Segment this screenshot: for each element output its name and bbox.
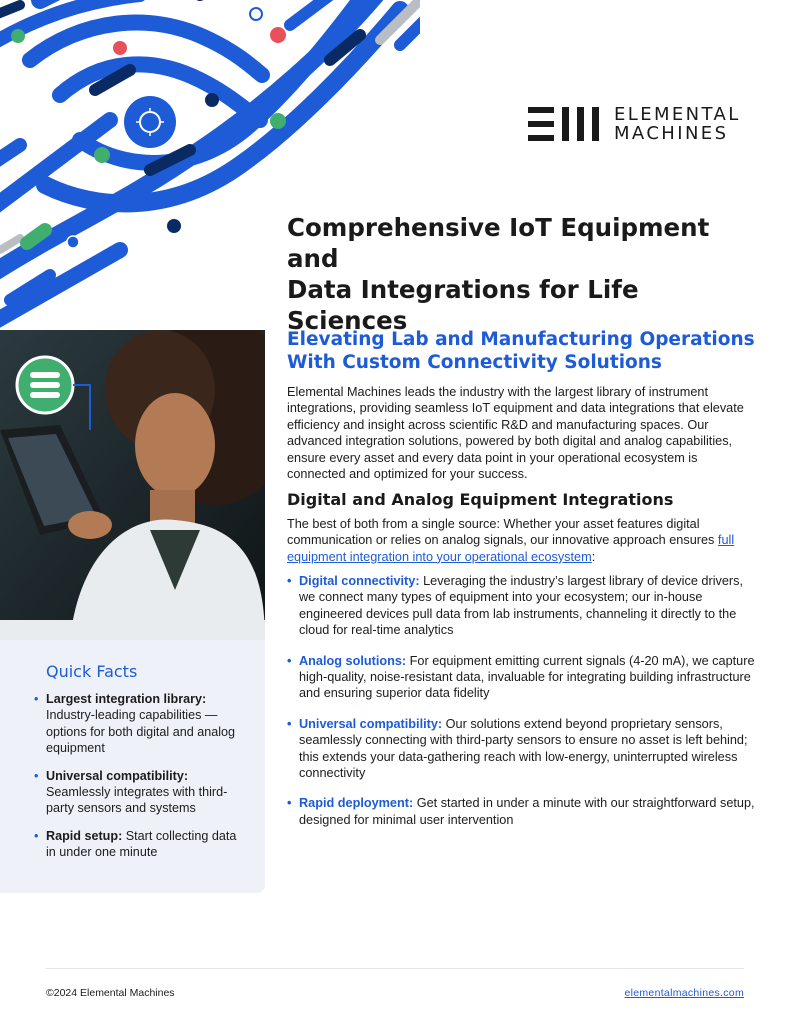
intro-paragraph: Elemental Machines leads the industry with the largest library of instrument integrations, providing seamless IoT equipment and data integrations that elevate efficiency and insight across scientific R&D and manufacturing spaces. Our advanced integration solutions, powered by both digital and analog capabilities, ensure every asset and every data point in your operational ecosystem is connected and optimized for your success. xyxy=(287,385,744,482)
brand-name-line1: ELEMENTAL xyxy=(614,104,741,125)
quick-fact-item xyxy=(46,828,245,861)
feature-text: Our solutions extend beyond proprietary sensors, seamlessly connecting with third-party sensors to ensure no asset is left behind; this extends your data-gathering reach with low-energy, uninterrupted wireless connectivity xyxy=(299,716,748,781)
footer-divider xyxy=(46,968,744,969)
section-heading-line1: Elevating Lab and Manufacturing Operations xyxy=(287,329,755,350)
brand-name xyxy=(614,105,741,143)
section-heading xyxy=(287,328,757,374)
feature-label: Universal compatibility: xyxy=(299,716,443,731)
elemental-machines-logo-icon xyxy=(528,107,600,141)
page-title xyxy=(287,212,767,336)
subheading: Digital and Analog Equipment Integrations xyxy=(287,490,674,509)
feature-text: Get started in under a minute with our straightforward setup, designed for minimal user intervention xyxy=(299,796,755,827)
feature-item xyxy=(287,653,757,702)
quick-fact-text: Start collecting data in under one minute xyxy=(46,828,237,860)
footer-copyright: ©2024 Elemental Machines xyxy=(46,987,175,999)
quick-facts-heading: Quick Facts xyxy=(46,662,138,681)
quick-fact-label: Universal compatibility: xyxy=(46,768,189,783)
feature-label: Analog solutions: xyxy=(299,653,407,668)
feature-label: Digital connectivity: xyxy=(299,574,420,588)
lead-end: : xyxy=(591,549,596,564)
feature-text: For equipment emitting current signals (4-20 mA), we capture high-quality, noise-resistant data, invaluable for integrating building infrastructure and ensuring superior data fidelity xyxy=(299,653,755,701)
quick-fact-item xyxy=(46,768,245,817)
equipment-integration-link[interactable]: full equipment integration into your operational ecosystem xyxy=(287,533,735,564)
feature-list xyxy=(287,573,757,842)
quick-fact-text: Seamlessly integrates with third-party sensors and systems xyxy=(46,785,228,816)
footer-website-link[interactable]: elementalmachines.com xyxy=(624,987,744,999)
quick-fact-item xyxy=(46,691,245,757)
feature-item xyxy=(287,795,757,828)
page-title-line1: Comprehensive IoT Equipment and xyxy=(287,213,710,273)
quick-fact-label: Largest integration library: xyxy=(46,692,207,706)
scientist-photo xyxy=(0,330,265,640)
quick-fact-text: Industry-leading capabilities — options for both digital and analog equipment xyxy=(46,708,236,756)
brand-logo xyxy=(528,105,741,143)
feature-label: Rapid deployment: xyxy=(299,796,414,811)
lead-paragraph xyxy=(287,516,757,565)
page-title-line2: Data Integrations for Life Sciences xyxy=(287,275,639,335)
quick-facts-list xyxy=(46,691,245,861)
feature-item xyxy=(287,716,757,782)
quick-facts-panel xyxy=(0,640,265,893)
brand-name-line2: MACHINES xyxy=(614,123,729,144)
feature-text: Leveraging the industry’s largest library of device drivers, we connect many types of equipment into your ecosystem; our in-house engineered devices pull data from lab instruments, channeling it directly to the cloud for real-time analytics xyxy=(299,574,744,638)
feature-item xyxy=(287,573,757,639)
section-heading-line2: With Custom Connectivity Solutions xyxy=(287,352,662,373)
lead-text: The best of both from a single source: Whether your asset features digital communication or relies on analog signals, our innovative approach ensures xyxy=(287,517,718,548)
quick-fact-label: Rapid setup: xyxy=(46,828,123,843)
